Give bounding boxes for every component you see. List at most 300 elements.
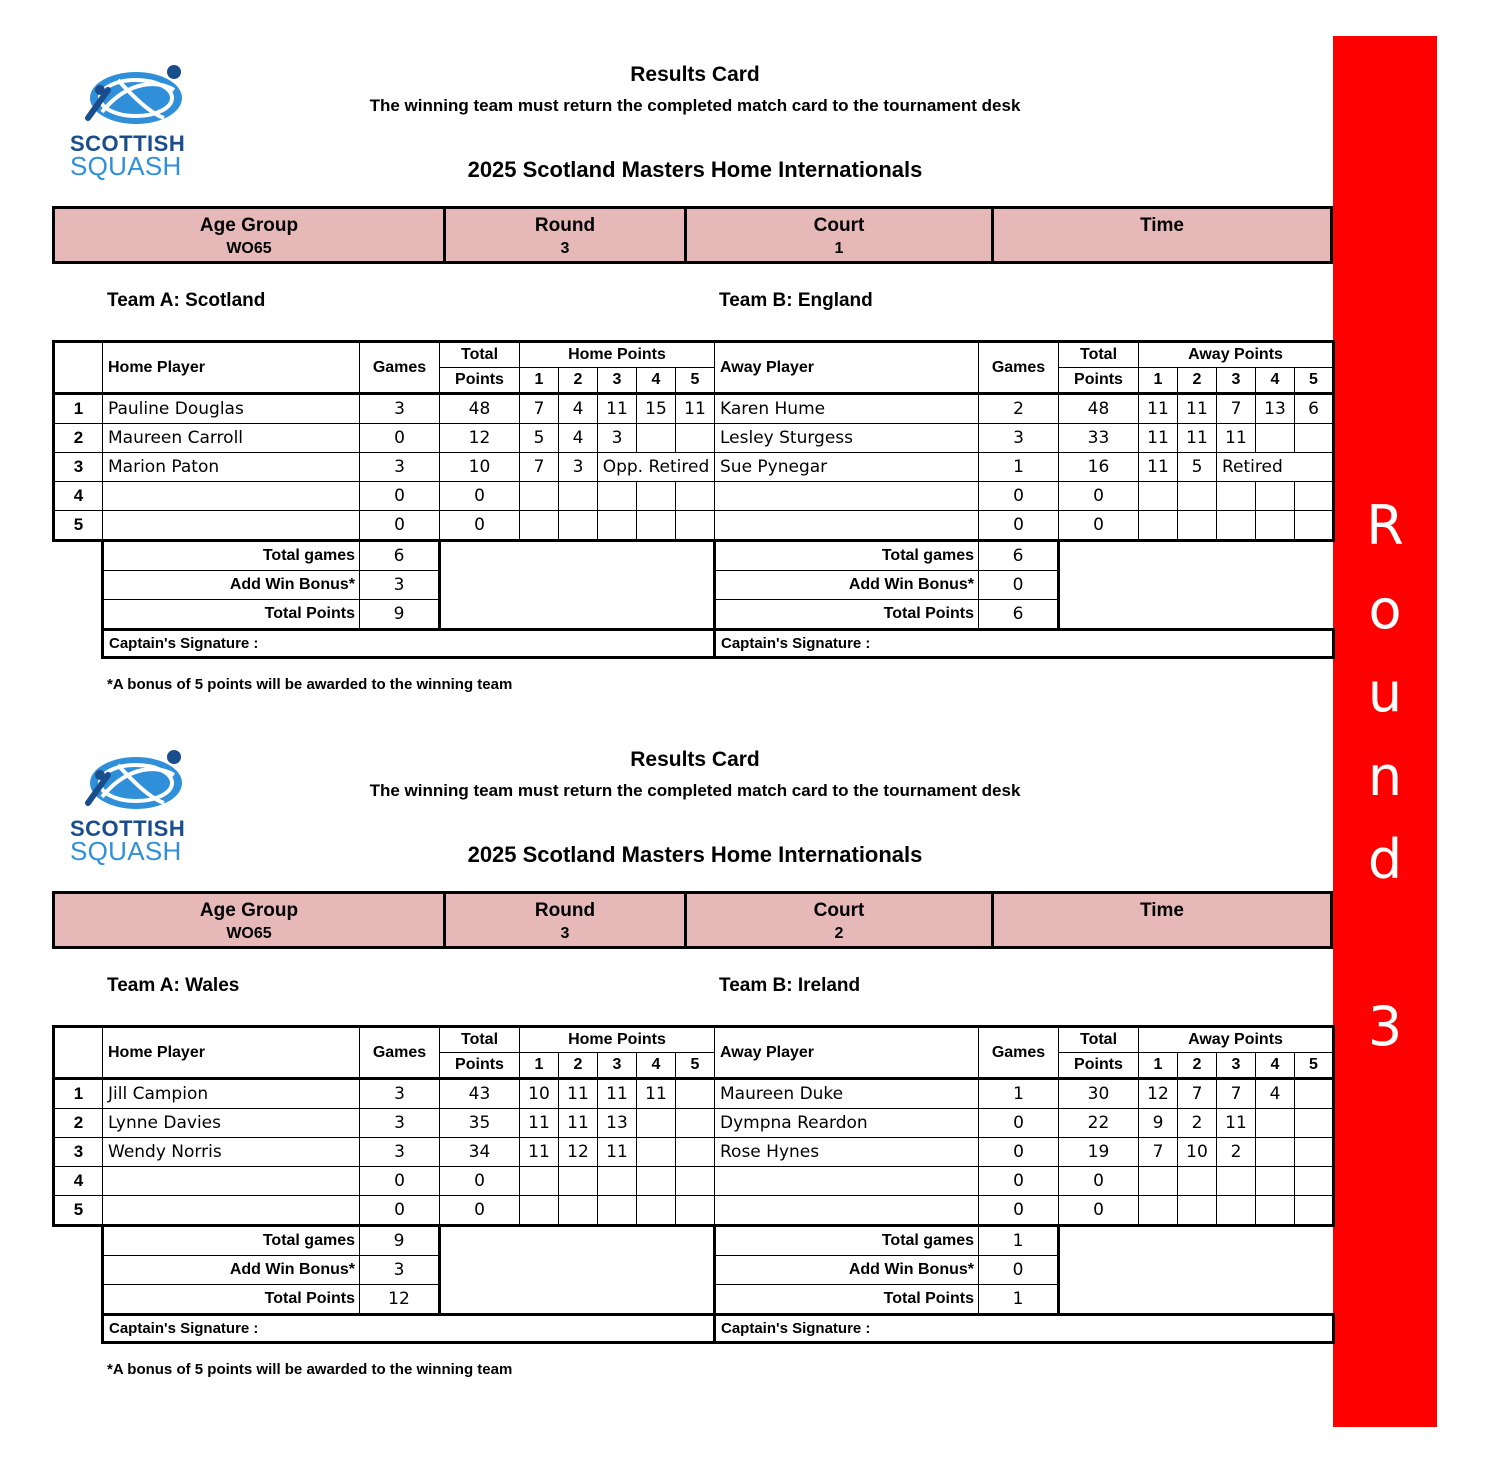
home-game-score: 7 [520, 394, 559, 424]
round-label: Round [534, 900, 596, 921]
home-player-name: Jill Campion [103, 1079, 360, 1109]
home-totals-label: Total Points [103, 1285, 360, 1315]
round-letter: R [1366, 494, 1404, 557]
table-row [54, 394, 1334, 424]
age-group-label: Age Group [199, 900, 299, 921]
away-player-name [715, 1167, 979, 1196]
home-retired-note: Opp. Retired [598, 453, 715, 482]
home-game-score [598, 482, 637, 511]
away-game-score [1178, 1167, 1217, 1196]
home-game-score [676, 1109, 715, 1138]
home-totals-label: Add Win Bonus* [103, 1256, 360, 1285]
home-totals-label: Total games [103, 1226, 360, 1256]
away-game-score [1139, 511, 1178, 541]
home-game-score: 3 [559, 453, 598, 482]
home-game-score [637, 482, 676, 511]
home-games-header: Games [360, 342, 440, 394]
away-total-points: 0 [1059, 511, 1139, 541]
home-total-points: 0 [440, 1167, 520, 1196]
home-points-header: Home Points [520, 342, 715, 368]
court-value: 1 [834, 240, 844, 257]
away-total-points: 30 [1059, 1079, 1139, 1109]
court-cell [686, 208, 993, 263]
card-subtitle: The winning team must return the completed match card to the tournament desk [369, 781, 1021, 800]
court-label: Court [813, 900, 865, 921]
round-cell [445, 208, 686, 263]
home-player-header: Home Player [103, 342, 360, 394]
away-total-points: 33 [1059, 424, 1139, 453]
home-games: 3 [360, 394, 440, 424]
totals-row [54, 1285, 1334, 1315]
time-cell [993, 208, 1332, 263]
home-player-name [103, 482, 360, 511]
spacer [54, 1285, 103, 1315]
table-row [54, 1079, 1334, 1109]
home-points-sub-header: Points [440, 368, 520, 394]
home-game-number: 5 [676, 1053, 715, 1079]
away-totals-label: Total Points [715, 600, 979, 630]
home-player-name [103, 511, 360, 541]
home-game-score [559, 482, 598, 511]
away-game-score [1295, 1196, 1334, 1226]
home-player-name [103, 1196, 360, 1226]
away-totals-value: 1 [979, 1226, 1059, 1256]
away-game-score: 11 [1178, 424, 1217, 453]
away-game-score: 13 [1256, 394, 1295, 424]
round-letter: 3 [1367, 994, 1403, 1058]
spacer [440, 571, 715, 600]
away-totals-value: 6 [979, 541, 1059, 571]
away-game-score: 11 [1139, 394, 1178, 424]
home-total-points: 35 [440, 1109, 520, 1138]
spacer [54, 630, 103, 658]
away-games-header: Games [979, 342, 1059, 394]
home-game-score [598, 1196, 637, 1226]
away-game-number: 3 [1217, 1053, 1256, 1079]
age-group-cell [54, 208, 445, 263]
results-table [52, 340, 1335, 659]
away-player-name: Dympna Reardon [715, 1109, 979, 1138]
home-games: 0 [360, 511, 440, 541]
totals-row [54, 1226, 1334, 1256]
home-game-score [520, 482, 559, 511]
spacer [54, 571, 103, 600]
table-row [54, 424, 1334, 453]
home-games: 3 [360, 1138, 440, 1167]
away-player-name: Karen Hume [715, 394, 979, 424]
round-letter: u [1367, 661, 1403, 724]
away-total-header: Total [1059, 342, 1139, 368]
home-game-score: 10 [520, 1079, 559, 1109]
match-info-table [52, 891, 1333, 949]
spacer [54, 600, 103, 630]
home-game-score: 7 [520, 453, 559, 482]
home-game-score: 5 [520, 424, 559, 453]
spacer [54, 541, 103, 571]
home-game-number: 4 [637, 1053, 676, 1079]
spacer [1059, 1285, 1334, 1315]
spacer [440, 541, 715, 571]
away-game-score [1295, 1109, 1334, 1138]
away-games: 0 [979, 1167, 1059, 1196]
home-games: 3 [360, 453, 440, 482]
away-game-score [1295, 424, 1334, 453]
away-player-name: Sue Pynegar [715, 453, 979, 482]
away-player-name: Rose Hynes [715, 1138, 979, 1167]
home-game-number: 3 [598, 1053, 637, 1079]
home-total-points: 12 [440, 424, 520, 453]
away-totals-value: 6 [979, 600, 1059, 630]
time-label: Time [1139, 215, 1184, 236]
away-game-number: 4 [1256, 368, 1295, 394]
away-games: 3 [979, 424, 1059, 453]
home-games: 3 [360, 1109, 440, 1138]
home-games: 0 [360, 1167, 440, 1196]
home-game-number: 1 [520, 1053, 559, 1079]
away-game-score: 5 [1178, 453, 1217, 482]
round-letter: d [1367, 828, 1403, 891]
away-games: 0 [979, 1196, 1059, 1226]
logo-text-scottish: SCOTTISH [70, 816, 186, 841]
away-game-number: 2 [1178, 1053, 1217, 1079]
home-game-score: 11 [598, 1079, 637, 1109]
away-player-header: Away Player [715, 342, 979, 394]
away-retired-note: Retired [1217, 453, 1334, 482]
away-game-score: 7 [1217, 1079, 1256, 1109]
away-game-score [1256, 1167, 1295, 1196]
away-games-header: Games [979, 1027, 1059, 1079]
row-number: 2 [54, 1109, 103, 1138]
home-game-score: 3 [598, 424, 637, 453]
home-game-score: 11 [637, 1079, 676, 1109]
home-total-points: 0 [440, 482, 520, 511]
home-player-name: Marion Paton [103, 453, 360, 482]
round-letter: o [1368, 577, 1402, 641]
row-number: 3 [54, 1138, 103, 1167]
home-player-name: Pauline Douglas [103, 394, 360, 424]
away-game-score [1139, 1196, 1178, 1226]
home-game-score [559, 1196, 598, 1226]
home-totals-label: Total Points [103, 600, 360, 630]
round-value: 3 [560, 925, 570, 942]
away-total-header: Total [1059, 1027, 1139, 1053]
table-row [54, 1138, 1334, 1167]
away-total-points: 16 [1059, 453, 1139, 482]
home-game-score [520, 1196, 559, 1226]
home-game-score [676, 1196, 715, 1226]
away-games: 0 [979, 1109, 1059, 1138]
away-game-score: 4 [1256, 1079, 1295, 1109]
home-games: 0 [360, 424, 440, 453]
away-points-header: Away Points [1139, 342, 1334, 368]
away-games: 2 [979, 394, 1059, 424]
event-name: 2025 Scotland Masters Home Internationals [467, 842, 923, 867]
home-game-score [676, 1138, 715, 1167]
logo-text-scottish: SCOTTISH [70, 131, 186, 156]
team-b-label: Team B: Ireland [719, 975, 861, 996]
away-game-score [1295, 1079, 1334, 1109]
home-game-score: 11 [598, 1138, 637, 1167]
row-num-header [54, 342, 103, 394]
home-game-number: 2 [559, 1053, 598, 1079]
away-total-points: 0 [1059, 1167, 1139, 1196]
away-game-number: 5 [1295, 1053, 1334, 1079]
away-totals-label: Total games [715, 1226, 979, 1256]
away-game-score: 11 [1178, 394, 1217, 424]
table-row [54, 511, 1334, 541]
spacer [440, 600, 715, 630]
away-total-points: 22 [1059, 1109, 1139, 1138]
spacer [54, 1226, 103, 1256]
totals-row [54, 1256, 1334, 1285]
team-b-label: Team B: England [719, 290, 873, 311]
home-games-header: Games [360, 1027, 440, 1079]
away-player-name: Lesley Sturgess [715, 424, 979, 453]
home-game-score [637, 1138, 676, 1167]
away-game-score [1217, 1167, 1256, 1196]
row-number: 2 [54, 424, 103, 453]
totals-row [54, 600, 1334, 630]
away-game-score: 11 [1217, 1109, 1256, 1138]
away-player-name [715, 511, 979, 541]
bonus-note: *A bonus of 5 points will be awarded to the winning team [107, 676, 513, 693]
away-totals-label: Total Points [715, 1285, 979, 1315]
home-total-points: 43 [440, 1079, 520, 1109]
away-player-name [715, 1196, 979, 1226]
home-game-number: 5 [676, 368, 715, 394]
home-total-points: 48 [440, 394, 520, 424]
home-player-name: Wendy Norris [103, 1138, 360, 1167]
away-game-score: 7 [1178, 1079, 1217, 1109]
spacer [1059, 541, 1334, 571]
away-game-score: 7 [1217, 394, 1256, 424]
age-group-value: WO65 [226, 240, 272, 257]
home-game-score: 13 [598, 1109, 637, 1138]
away-total-points: 0 [1059, 482, 1139, 511]
home-game-score [520, 511, 559, 541]
away-game-score [1217, 1196, 1256, 1226]
time-label: Time [1139, 900, 1184, 921]
away-game-score [1139, 482, 1178, 511]
home-game-score: 4 [559, 424, 598, 453]
home-game-score: 11 [520, 1138, 559, 1167]
spacer [1059, 1226, 1334, 1256]
home-player-name: Lynne Davies [103, 1109, 360, 1138]
home-game-score [637, 1167, 676, 1196]
home-game-score [676, 1079, 715, 1109]
away-game-score [1256, 424, 1295, 453]
age-group-value: WO65 [226, 925, 272, 942]
spacer [440, 1285, 715, 1315]
home-game-score: 4 [559, 394, 598, 424]
spacer [1059, 600, 1334, 630]
away-player-name [715, 482, 979, 511]
table-row [54, 1196, 1334, 1226]
spacer [1059, 571, 1334, 600]
away-game-score [1178, 482, 1217, 511]
home-total-points: 34 [440, 1138, 520, 1167]
home-game-score: 11 [598, 394, 637, 424]
away-game-score: 7 [1139, 1138, 1178, 1167]
away-game-score [1178, 1196, 1217, 1226]
match-info-table [52, 206, 1333, 264]
home-totals-label: Total games [103, 541, 360, 571]
home-game-number: 3 [598, 368, 637, 394]
home-game-score [637, 1109, 676, 1138]
age-group-cell [54, 893, 445, 948]
away-game-score: 2 [1217, 1138, 1256, 1167]
away-player-header: Away Player [715, 1027, 979, 1079]
home-totals-value: 6 [360, 541, 440, 571]
home-totals-value: 3 [360, 1256, 440, 1285]
home-game-number: 2 [559, 368, 598, 394]
home-game-score [637, 511, 676, 541]
row-number: 5 [54, 1196, 103, 1226]
results-card [0, 685, 1340, 1378]
away-game-score: 6 [1295, 394, 1334, 424]
away-game-score [1139, 1167, 1178, 1196]
home-game-score: 12 [559, 1138, 598, 1167]
away-game-score: 11 [1217, 424, 1256, 453]
round-banner [1333, 36, 1437, 1427]
home-totals-value: 9 [360, 1226, 440, 1256]
card-title: Results Card [630, 63, 760, 86]
home-total-header: Total [440, 1027, 520, 1053]
table-row [54, 1109, 1334, 1138]
away-game-score [1295, 511, 1334, 541]
event-name: 2025 Scotland Masters Home Internationals [467, 157, 923, 182]
home-games: 0 [360, 482, 440, 511]
spacer [440, 1226, 715, 1256]
home-totals-value: 12 [360, 1285, 440, 1315]
home-game-score: 11 [559, 1109, 598, 1138]
away-game-score [1256, 1196, 1295, 1226]
away-total-points: 19 [1059, 1138, 1139, 1167]
row-number: 3 [54, 453, 103, 482]
home-game-score [676, 482, 715, 511]
away-game-score [1295, 1167, 1334, 1196]
away-game-number: 1 [1139, 1053, 1178, 1079]
row-number: 4 [54, 482, 103, 511]
away-totals-label: Add Win Bonus* [715, 571, 979, 600]
home-game-score [598, 1167, 637, 1196]
away-totals-label: Add Win Bonus* [715, 1256, 979, 1285]
away-points-sub-header: Points [1059, 1053, 1139, 1079]
home-totals-value: 3 [360, 571, 440, 600]
away-game-score [1178, 511, 1217, 541]
away-game-number: 5 [1295, 368, 1334, 394]
away-totals-value: 1 [979, 1285, 1059, 1315]
home-total-points: 0 [440, 511, 520, 541]
away-game-number: 1 [1139, 368, 1178, 394]
home-game-score [676, 511, 715, 541]
home-captain-signature: Captain's Signature : [103, 630, 715, 658]
away-game-number: 3 [1217, 368, 1256, 394]
home-game-score: 15 [637, 394, 676, 424]
away-games: 1 [979, 1079, 1059, 1109]
time-cell [993, 893, 1332, 948]
round-cell [445, 893, 686, 948]
away-game-score [1256, 1109, 1295, 1138]
row-number: 1 [54, 1079, 103, 1109]
home-captain-signature: Captain's Signature : [103, 1315, 715, 1343]
table-row [54, 453, 1334, 482]
home-game-score [559, 1167, 598, 1196]
away-games: 0 [979, 482, 1059, 511]
away-game-score [1217, 511, 1256, 541]
home-player-name: Maureen Carroll [103, 424, 360, 453]
team-a-label: Team A: Wales [107, 975, 240, 996]
spacer [1059, 1256, 1334, 1285]
away-game-score: 12 [1139, 1079, 1178, 1109]
spacer [440, 1256, 715, 1285]
away-game-score [1295, 482, 1334, 511]
home-total-points: 10 [440, 453, 520, 482]
round-label: Round [534, 215, 596, 236]
home-total-points: 0 [440, 1196, 520, 1226]
away-game-score: 10 [1178, 1138, 1217, 1167]
home-game-score: 11 [520, 1109, 559, 1138]
away-totals-value: 0 [979, 1256, 1059, 1285]
table-row [54, 1167, 1334, 1196]
away-game-score [1295, 1138, 1334, 1167]
results-table [52, 1025, 1335, 1344]
round-letter: n [1367, 744, 1403, 808]
home-points-sub-header: Points [440, 1053, 520, 1079]
home-game-score: 11 [559, 1079, 598, 1109]
home-player-name [103, 1167, 360, 1196]
spacer [54, 1315, 103, 1343]
away-captain-signature: Captain's Signature : [715, 630, 1334, 658]
home-game-score [520, 1167, 559, 1196]
away-player-name: Maureen Duke [715, 1079, 979, 1109]
age-group-label: Age Group [199, 215, 299, 236]
court-cell [686, 893, 993, 948]
away-game-score [1256, 511, 1295, 541]
table-row [54, 482, 1334, 511]
logo-text-squash: SQUASH [70, 836, 182, 866]
home-games: 3 [360, 1079, 440, 1109]
row-number: 1 [54, 394, 103, 424]
away-games: 0 [979, 511, 1059, 541]
away-game-number: 2 [1178, 368, 1217, 394]
away-total-points: 0 [1059, 1196, 1139, 1226]
home-game-number: 4 [637, 368, 676, 394]
away-points-sub-header: Points [1059, 368, 1139, 394]
home-player-header: Home Player [103, 1027, 360, 1079]
row-num-header [54, 1027, 103, 1079]
home-game-score: 11 [676, 394, 715, 424]
home-game-score [676, 424, 715, 453]
signature-row [54, 1315, 1334, 1343]
away-captain-signature: Captain's Signature : [715, 1315, 1334, 1343]
away-games: 1 [979, 453, 1059, 482]
row-number: 4 [54, 1167, 103, 1196]
court-value: 2 [834, 925, 844, 942]
court-label: Court [813, 215, 865, 236]
away-totals-label: Total games [715, 541, 979, 571]
away-games: 0 [979, 1138, 1059, 1167]
away-game-score: 11 [1139, 424, 1178, 453]
away-game-score [1256, 1138, 1295, 1167]
home-totals-label: Add Win Bonus* [103, 571, 360, 600]
signature-row [54, 630, 1334, 658]
home-totals-value: 9 [360, 600, 440, 630]
bonus-note: *A bonus of 5 points will be awarded to the winning team [107, 1361, 513, 1378]
card-subtitle: The winning team must return the completed match card to the tournament desk [369, 96, 1021, 115]
home-game-score [598, 511, 637, 541]
home-game-score [637, 1196, 676, 1226]
